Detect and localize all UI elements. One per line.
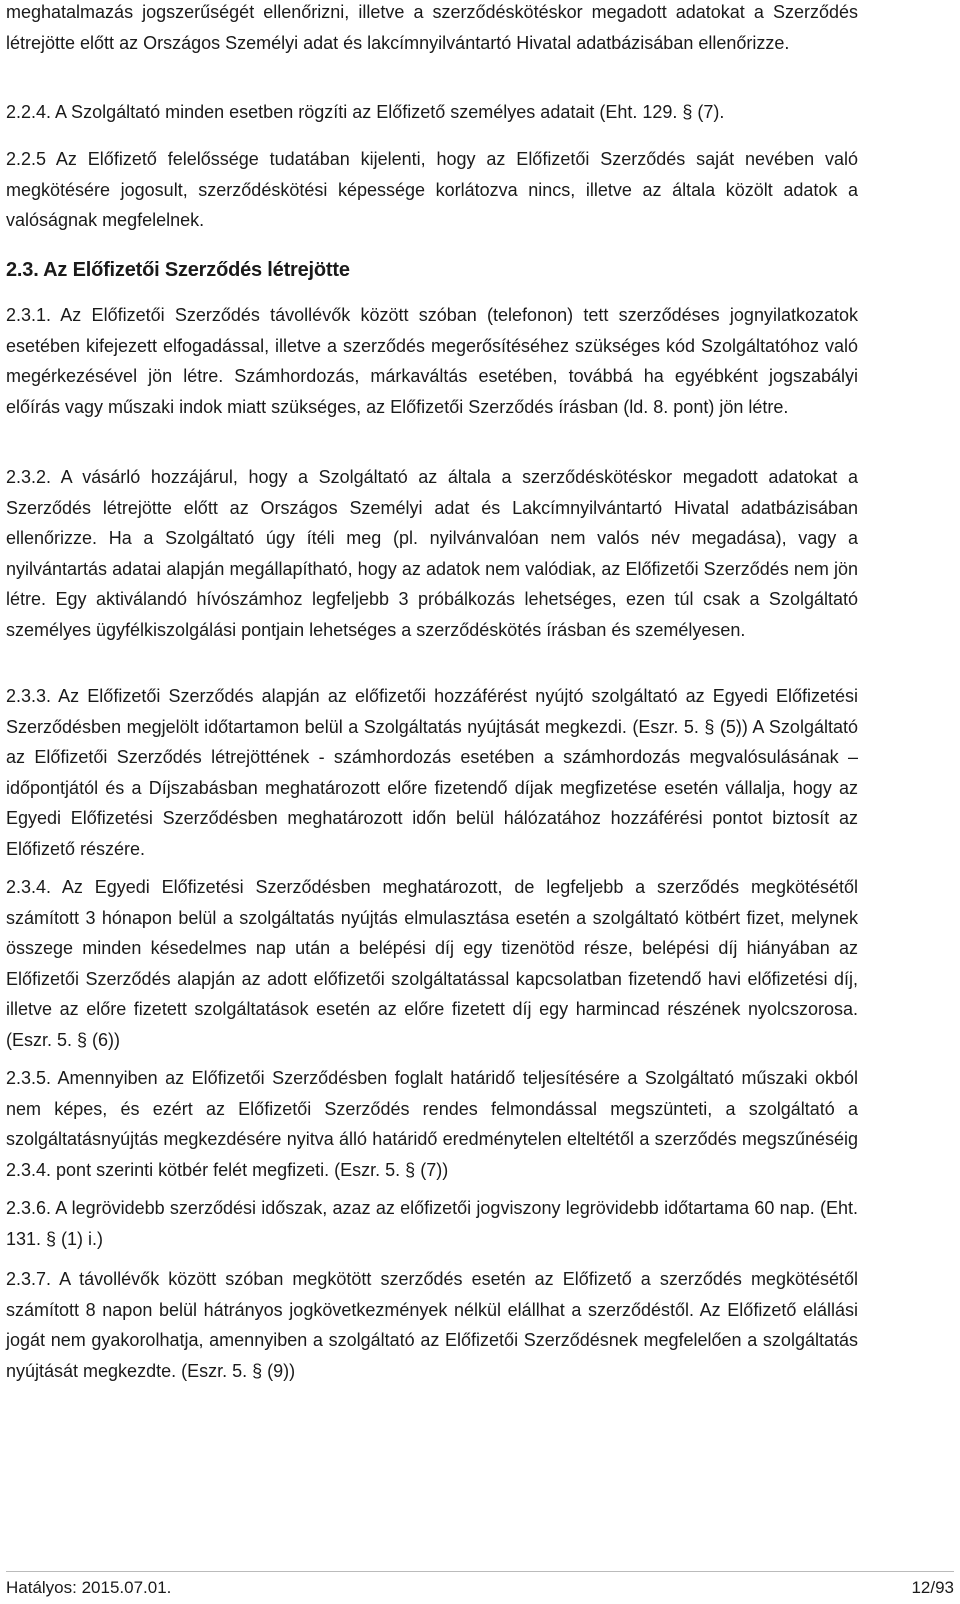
- paragraph-2-3-3: 2.3.3. Az Előfizetői Szerződés alapján az előfizetői hozzáférést nyújtó szolgáltató az Egyedi Előfizetési Szerződésben megjelölt időtartamon belül a Szolgáltatás nyújtását megkezdi. (Eszr. 5. § (5)) A Szolgáltató az Előfizetői Szerződés létrejöttének - számhordozás esetében a számhordozás megvalósulásának – időpontjától és a Díjszabásban meghatározott előre fizetendő díjak megfizetése esetén vállalja, hogy az Egyedi Előfizetési Szerződésben meghatározott időn belül hálózatához hozzáférési pontot biztosít az Előfizető részére.: [6, 686, 858, 859]
- section-heading-2-3: 2.3. Az Előfizetői Szerződés létrejötte: [6, 259, 350, 281]
- paragraph-2-3-6: 2.3.6. A legrövidebb szerződési időszak, azaz az előfizetői jogviszony legrövidebb időtartama 60 nap. (Eht. 131. § (1) i.): [6, 1198, 858, 1249]
- page-number: 12/93: [911, 1578, 954, 1597]
- paragraph-2-3-7: 2.3.7. A távollévők között szóban megkötött szerződés esetén az Előfizető a szerződés megkötésétől számított 8 napon belül hátrányos jogkövetkezmények nélkül elállhat a szerződéstől. Az Előfizető elállási jogát nem gyakorolhatja, amennyiben a szolgáltató az Előfizetői Szerződésnek megfelelően a szolgáltatás nyújtását megkezdte. (Eszr. 5. § (9)): [6, 1269, 858, 1381]
- paragraph-2-3-1: 2.3.1. Az Előfizetői Szerződés távollévők között szóban (telefonon) tett szerződéses jognyilatkozatok esetében kifejezett elfogadással, illetve a szerződés megerősítéséhez szükséges kód Szolgáltatóhoz való megérkezésével jön létre. Számhordozás, márkaváltás esetében, továbbá ha egyébként jogszabályi előírás vagy műszaki indok miatt szükséges, az Előfizetői Szerződés írásban (ld. 8. pont) jön létre.: [6, 305, 858, 417]
- paragraph-2-3-5: 2.3.5. Amennyiben az Előfizetői Szerződésben foglalt határidő teljesítésére a Szolgáltató műszaki okból nem képes, és ezért az Előfizetői Szerződés rendes felmondással megszünteti, a szolgáltató a szolgáltatásnyújtás megkezdésére nyitva álló határidő eredménytelen elteltétől a szerződés megszűnéséig 2.3.4. pont szerinti kötbér felét megfizeti. (Eszr. 5. § (7)): [6, 1068, 858, 1180]
- paragraph-2-3-4: 2.3.4. Az Egyedi Előfizetési Szerződésben meghatározott, de legfeljebb a szerződés megkötésétől számított 3 hónapon belül a szolgáltatás nyújtás elmulasztása esetén a szolgáltató kötbért fizet, melynek összege minden késedelmes nap után a belépési díj egy tizenötöd része, belépési díj hiányában az Előfizetői Szerződés alapján az adott előfizetői szolgáltatással kapcsolatban fizetendő havi előfizetési díj, illetve az előre fizetett szolgáltatások esetén az előre fizetett díj egy harmincad részének nyolcszorosa. (Eszr. 5. § (6)): [6, 877, 858, 1050]
- effective-date: Hatályos: 2015.07.01.: [6, 1578, 172, 1597]
- paragraph-2-3-2: 2.3.2. A vásárló hozzájárul, hogy a Szolgáltató az általa a szerződéskötéskor megadott adatokat a Szerződés létrejötte előtt az Országos Személyi adat és Lakcímnyilvántartó Hivatal adatbázisában ellenőrizze. Ha a Szolgáltató úgy ítéli meg (pl. nyilvánvalóan nem valós név megadása), vagy a nyilvántartás adatai alapján megállapítható, hogy az adatok nem valódiak, az Előfizetői Szerződés nem jön létre. Egy aktiválandó hívószámhoz legfeljebb 3 próbálkozás lehetséges, ezen túl csak a Szolgáltató személyes ügyfélkiszolgálási pontjain lehetséges a szerződéskötés írásban és személyesen.: [6, 467, 858, 640]
- paragraph-continuation: meghatalmazás jogszerűségét ellenőrizni, illetve a szerződéskötéskor megadott adatokat a Szerződés létrejötte előtt az Országos Személyi adat és lakcímnyilvántartó Hivatal adatbázisában ellenőrizze.: [6, 2, 858, 53]
- paragraph-2-2-5: 2.2.5 Az Előfizető felelőssége tudatában kijelenti, hogy az Előfizetői Szerződés saját nevében való megkötésére jogosult, szerződéskötési képessége korlátozva nincs, illetve az általa közölt adatok a valóságnak megfelelnek.: [6, 149, 858, 231]
- paragraph-2-2-4: 2.2.4. A Szolgáltató minden esetben rögzíti az Előfizető személyes adatait (Eht. 129. § (7).: [6, 102, 725, 122]
- footer-divider: [6, 1571, 954, 1572]
